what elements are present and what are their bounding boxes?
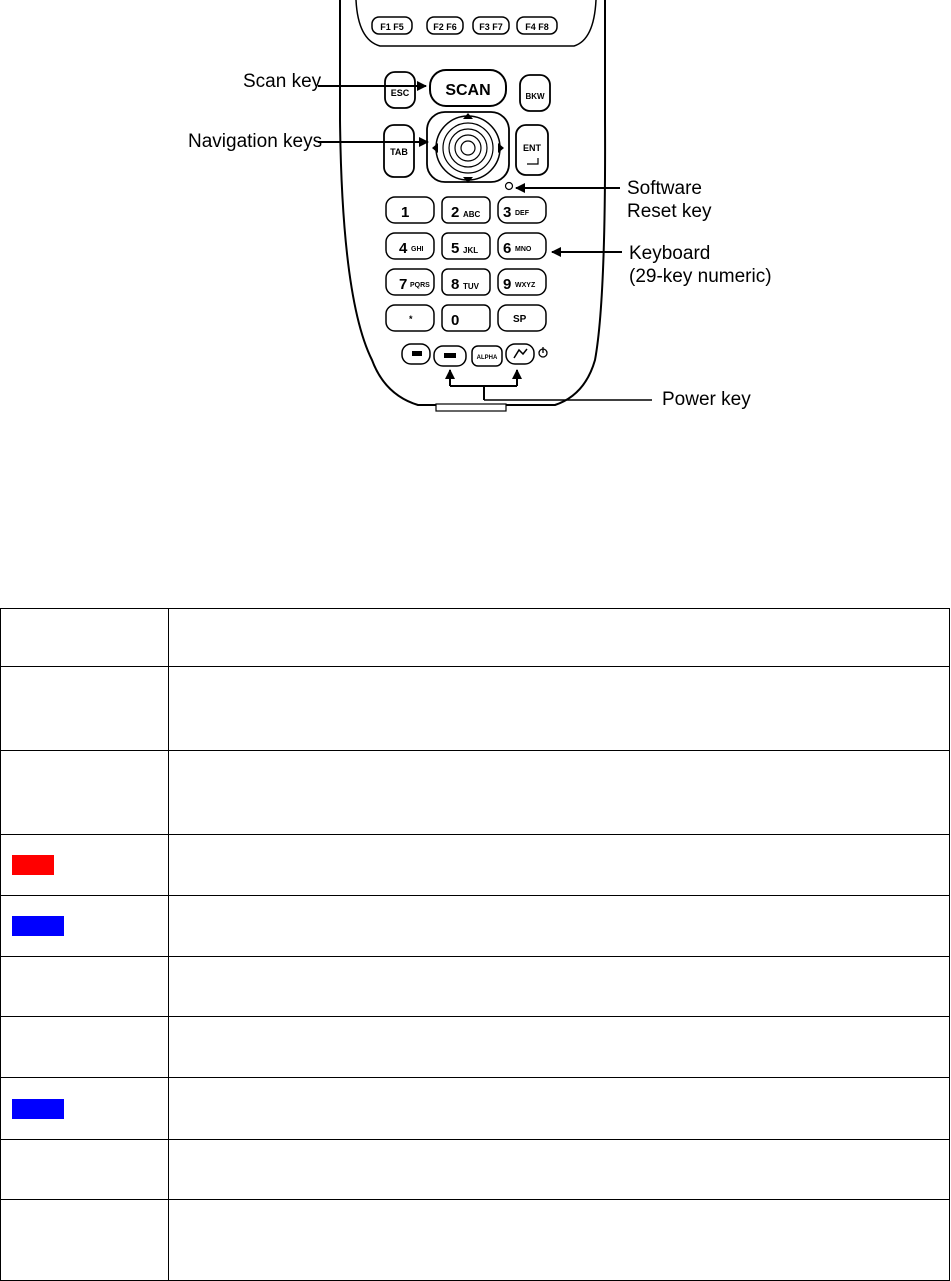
table-cell xyxy=(169,835,950,896)
keypad-digit: 4 xyxy=(399,240,408,257)
table-row xyxy=(1,751,950,835)
table-cell xyxy=(169,1017,950,1078)
keypad-letters: DEF xyxy=(515,210,529,217)
callout-keyboard xyxy=(629,242,772,288)
device-figure xyxy=(0,0,951,420)
callout-power-key: Power key xyxy=(662,389,751,410)
keypad-key xyxy=(386,197,434,223)
table-cell xyxy=(1,1200,169,1281)
keypad-digit: 9 xyxy=(503,276,512,293)
table-cell xyxy=(1,1140,169,1200)
table-cell xyxy=(1,957,169,1017)
table-row xyxy=(1,957,950,1017)
callout-scan-key: Scan key xyxy=(243,71,322,92)
keypad-letters: TUV xyxy=(463,282,479,291)
function-key-label: F4 F8 xyxy=(525,22,549,32)
table-row xyxy=(1,896,950,957)
table-cell xyxy=(169,896,950,957)
alpha-key-label: ALPHA xyxy=(476,355,498,361)
blue-swatch xyxy=(12,916,64,936)
keypad-digit: 8 xyxy=(451,276,460,293)
keypad-letters: PQRS xyxy=(410,282,430,289)
table-cell xyxy=(1,609,169,667)
navigation-pad xyxy=(427,112,509,183)
blue-swatch xyxy=(12,1099,64,1119)
red-swatch xyxy=(12,855,54,875)
callout-navigation-keys: Navigation keys xyxy=(188,131,323,152)
bottom-keys xyxy=(402,344,547,366)
svg-text:*: * xyxy=(409,314,413,324)
keypad-letters: JKL xyxy=(463,246,479,255)
keypad-letters: MNO xyxy=(515,246,532,253)
table-cell xyxy=(169,1140,950,1200)
function-key-label: F3 F7 xyxy=(479,22,503,32)
ent-key-label: ENT xyxy=(523,143,541,153)
function-key-label: F2 F6 xyxy=(433,22,457,32)
table-cell xyxy=(169,667,950,751)
table-cell xyxy=(169,1200,950,1281)
keypad-letters: ABC xyxy=(463,210,481,219)
table-row xyxy=(1,1078,950,1140)
table-cell xyxy=(1,1017,169,1078)
bkw-key-label: BKW xyxy=(525,92,545,101)
table-cell xyxy=(169,1078,950,1140)
keypad-key xyxy=(442,305,490,331)
table-cell xyxy=(169,957,950,1017)
callout-keyboard-line1: Keyboard xyxy=(629,243,711,264)
callout-software-reset-key xyxy=(627,177,711,223)
function-key-label: F1 F5 xyxy=(380,22,404,32)
keypad-digit: 2 xyxy=(451,204,460,221)
table-cell xyxy=(1,667,169,751)
table-row xyxy=(1,1140,950,1200)
table-row xyxy=(1,1200,950,1281)
keypad-digit: 7 xyxy=(399,276,408,293)
table-cell xyxy=(1,835,169,896)
tab-key-label: TAB xyxy=(390,147,408,157)
keypad-digit: 5 xyxy=(451,240,460,257)
scan-key-label: SCAN xyxy=(445,82,491,99)
software-reset-hole xyxy=(506,183,513,190)
table-cell xyxy=(1,896,169,957)
keypad-digit: 3 xyxy=(503,204,512,221)
callout-keyboard-line2: (29-key numeric) xyxy=(629,266,772,287)
callout-software-reset-line1: Software xyxy=(627,178,702,199)
esc-key-label: ESC xyxy=(390,88,410,98)
table-row xyxy=(1,835,950,896)
key-description-table xyxy=(0,608,950,1281)
keypad-digit: 6 xyxy=(503,240,512,257)
keypad-digit: 0 xyxy=(451,312,460,329)
table-row xyxy=(1,667,950,751)
keypad-key xyxy=(386,233,434,259)
table-row xyxy=(1,1017,950,1078)
keypad-letters: WXYZ xyxy=(515,282,536,289)
table-cell xyxy=(1,751,169,835)
table-header-row xyxy=(1,609,950,667)
keypad-digit: SP xyxy=(513,314,527,325)
table-cell xyxy=(169,751,950,835)
keypad-digit: 1 xyxy=(401,204,410,221)
callout-software-reset-line2: Reset key xyxy=(627,201,712,222)
table-cell xyxy=(169,609,950,667)
table-cell xyxy=(1,1078,169,1140)
keypad-letters: GHI xyxy=(411,246,424,253)
device-illustration xyxy=(0,0,951,420)
